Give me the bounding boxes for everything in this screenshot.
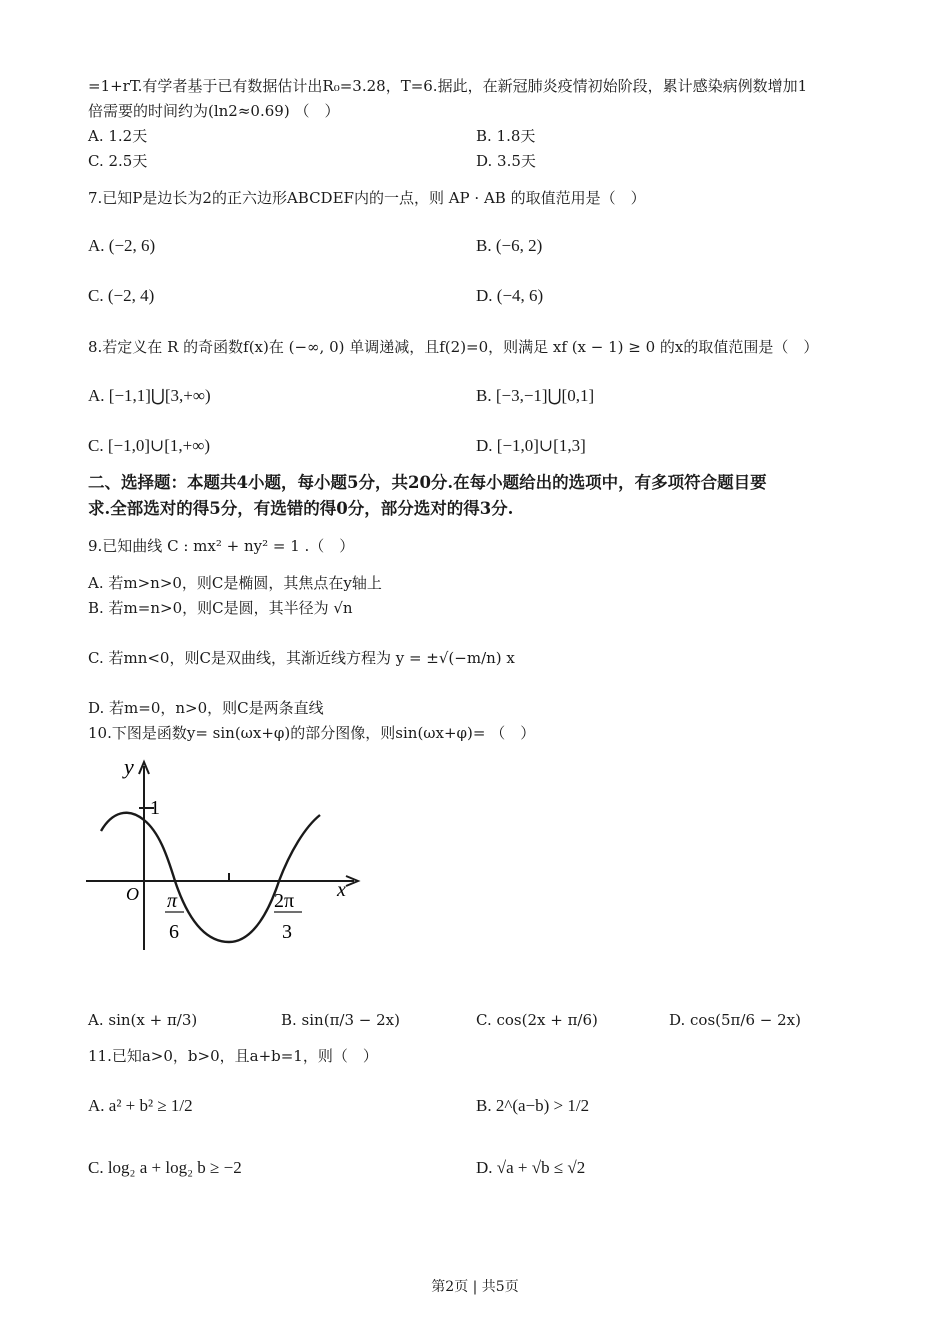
- q10-option-b: B. sin(π/3 − 2x): [281, 1011, 400, 1029]
- label-2pi-over-3-den: 3: [282, 921, 292, 943]
- q7-option-b: B. (−6, 2): [476, 236, 543, 255]
- label-one: 1: [150, 797, 160, 819]
- intro-line-2: 倍需要的时间约为(ln2≈0.69) （ ）: [88, 102, 340, 120]
- q9-option-d: D. 若m=0，n>0，则C是两条直线: [88, 699, 324, 717]
- q8-option-d: D. [−1,0]∪[1,3]: [476, 436, 586, 455]
- q7-option-a: A. (−2, 6): [88, 236, 156, 255]
- q11-option-b: B. 2^(a−b) > 1/2: [476, 1096, 590, 1115]
- q11-stem: 11.已知a>0，b>0，且a+b=1，则（ ）: [88, 1047, 378, 1065]
- label-pi-over-6-num: π: [167, 890, 178, 912]
- x-axis-label: x: [337, 879, 346, 901]
- q10-option-d: D. cos(5π/6 − 2x): [669, 1011, 801, 1029]
- section-2-heading-line-1: 二、选择题：本题共4小题，每小题5分，共20分.在每小题给出的选项中，有多项符合题目要: [88, 473, 767, 492]
- q6-option-b: B. 1.8天: [476, 127, 536, 145]
- page-footer: 第2页 | 共5页: [431, 1279, 519, 1295]
- y-axis-label: y: [124, 754, 134, 779]
- q11-option-a: A. a² + b² ≥ 1/2: [88, 1096, 193, 1115]
- label-pi-over-6-den: 6: [169, 921, 179, 943]
- q6-option-d: D. 3.5天: [476, 152, 536, 170]
- q11-option-c: C. log₂ a + log₂ b ≥ −2: [88, 1158, 242, 1177]
- q8-stem: 8.若定义在 R 的奇函数f(x)在 (−∞, 0) 单调递减，且f(2)=0，则满足 xf (x − 1) ≥ 0 的x的取值范围是（ ）: [88, 338, 819, 356]
- q6-option-c: C. 2.5天: [88, 152, 148, 170]
- q9-stem: 9.已知曲线 C : mx² + ny² = 1 .（ ）: [88, 537, 355, 555]
- q9-option-c: C. 若mn<0，则C是双曲线，其渐近线方程为 y = ±√(−m/n) x: [88, 649, 515, 667]
- q8-option-c: C. [−1,0]∪[1,+∞): [88, 436, 211, 455]
- q10-option-a: A. sin(x + π/3): [88, 1011, 198, 1029]
- q8-option-b: B. [−3,−1]⋃[0,1]: [476, 386, 595, 405]
- section-2-heading-line-2: 求.全部选对的得5分，有选错的得0分，部分选对的得3分.: [88, 499, 514, 518]
- q7-option-d: D. (−4, 6): [476, 286, 544, 305]
- q10-option-c: C. cos(2x + π/6): [476, 1011, 598, 1029]
- q10-stem: 10.下图是函数y= sin(ωx+φ)的部分图像，则sin(ωx+φ)= （ ）: [88, 724, 536, 742]
- q7-stem: 7.已知P是边长为2的正六边形ABCDEF内的一点，则 AP · AB 的取值范用是（ ）: [88, 189, 646, 207]
- sine-graph: [84, 752, 374, 952]
- q6-option-a: A. 1.2天: [88, 127, 148, 145]
- origin-label: O: [126, 884, 139, 904]
- q9-option-b: B. 若m=n>0，则C是圆，其半径为 √n: [88, 599, 353, 617]
- q11-option-d: D. √a + √b ≤ √2: [476, 1158, 586, 1177]
- intro-line-1: =1+rT.有学者基于已有数据估计出R₀=3.28，T=6.据此，在新冠肺炎疫情初始阶段，累计感染病例数增加1: [88, 77, 808, 95]
- q9-option-a: A. 若m>n>0，则C是椭圆，其焦点在y轴上: [88, 574, 382, 592]
- label-2pi-over-3-num: 2π: [274, 890, 295, 912]
- q8-option-a: A. [−1,1]⋃[3,+∞): [88, 386, 211, 405]
- q7-option-c: C. (−2, 4): [88, 286, 155, 305]
